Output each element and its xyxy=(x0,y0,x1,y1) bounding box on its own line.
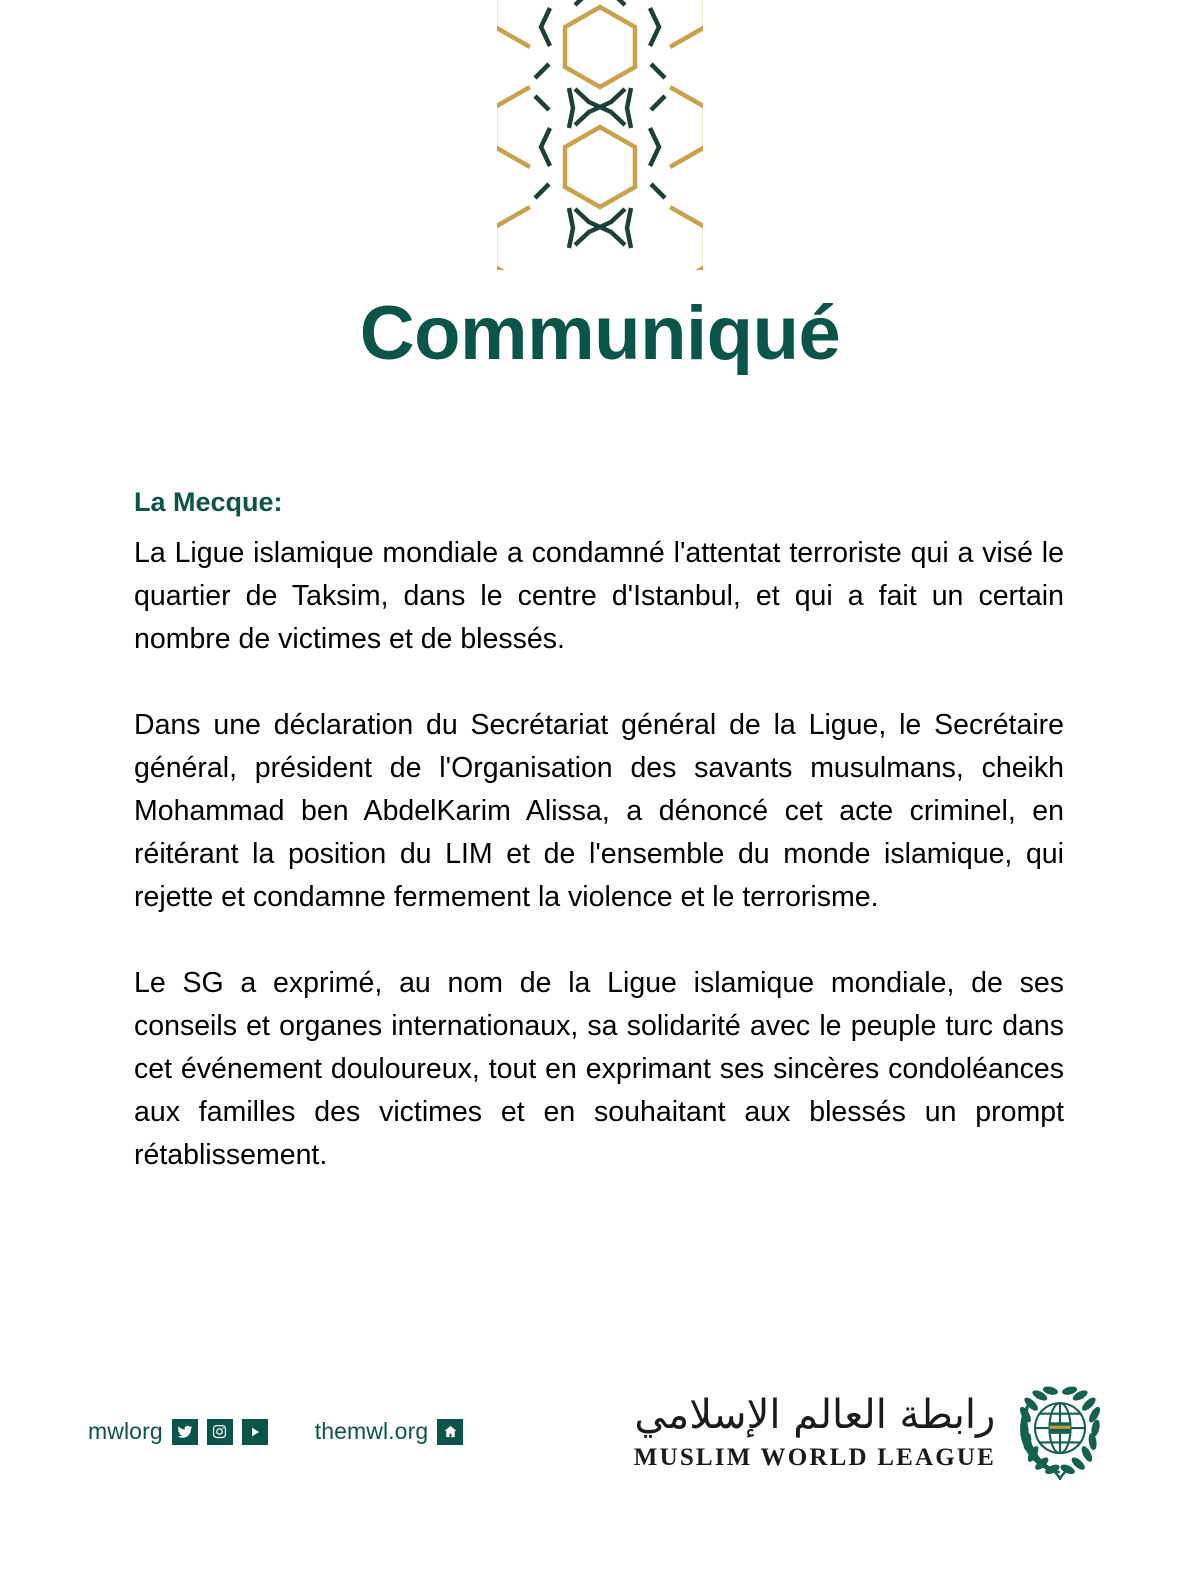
twitter-icon[interactable] xyxy=(172,1419,198,1445)
website-label: themwl.org xyxy=(314,1418,429,1444)
social-handle: mwlorg xyxy=(88,1418,163,1444)
paragraph-spacer xyxy=(134,661,1064,704)
logo-latin-name: MUSLIM WORLD LEAGUE xyxy=(633,1444,996,1471)
paragraph-2: Dans une déclaration du Secrétariat général de la Ligue, le Secrétaire général, président de l'Organisation des savants musulmans, cheikh Mohammad ben AbdelKarim Alissa, a dénoncé cet acte criminel, en réitérant la position du LIM et de l'ensemble du monde islamique, qui rejette et condamne fermement la violence et le terrorisme. xyxy=(134,708,1064,913)
home-icon[interactable] xyxy=(437,1419,463,1445)
social-links xyxy=(88,1418,463,1445)
logo-wordmark xyxy=(634,1388,996,1472)
logo-arabic-name: رابطة العالم الإسلامي xyxy=(634,1392,996,1438)
globe-wreath-emblem-icon xyxy=(1012,1380,1108,1480)
youtube-icon[interactable] xyxy=(242,1419,268,1445)
document-body xyxy=(134,486,1064,1177)
dateline: La Mecque: xyxy=(134,487,283,517)
website-link[interactable] xyxy=(315,1418,463,1445)
paragraph-3: Le SG a exprimé, au nom de la Ligue islamique mondiale, de ses conseils et organes internationaux, sa solidarité avec le peuple turc dans cet événement douloureux, tout en exprimant ses sincères condoléances aux familles des victimes et en souhaitant aux blessés un prompt rétablissement. xyxy=(134,966,1064,1171)
instagram-icon[interactable] xyxy=(207,1419,233,1445)
geometric-pattern-icon xyxy=(497,0,703,270)
page-title: Communiqué xyxy=(359,291,841,376)
header-ornament xyxy=(0,0,1200,270)
footer xyxy=(0,1370,1200,1500)
paragraph-1: La Ligue islamique mondiale a condamné l'attentat terroriste qui a visé le quartier de Taksim, dans le centre d'Istanbul, et qui a fait un certain nombre de victimes et de blessés. xyxy=(134,536,1064,655)
paragraph-spacer xyxy=(134,919,1064,962)
muslim-world-league-logo xyxy=(634,1380,1108,1480)
